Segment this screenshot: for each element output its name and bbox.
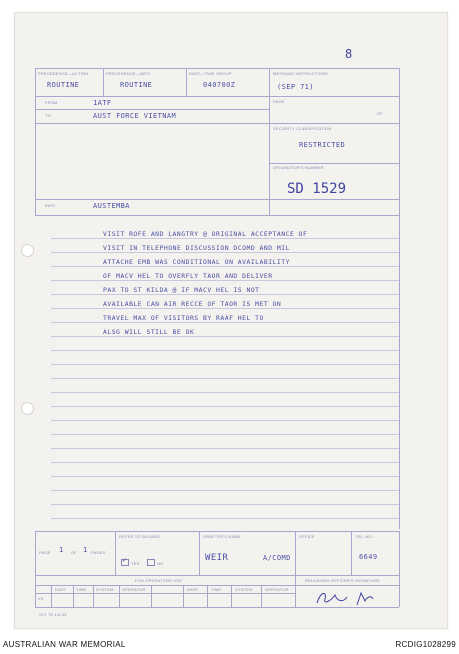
security-value: RESTRICTED — [299, 141, 346, 149]
precedence-action-value: ROUTINE — [47, 81, 80, 89]
bottom-page-of-label: OF — [71, 550, 77, 555]
drafter-name: WEIR — [205, 553, 229, 563]
message-line: PAX TO ST KILDA @ IF MACV HEL IS NOT — [103, 286, 260, 294]
ops-col-time-1: TIME — [76, 587, 87, 592]
message-line: ALSG WILL STILL BE OK — [103, 328, 195, 336]
page-label: PAGE — [273, 99, 285, 104]
refer-label: REFER TO REGARD — [119, 534, 161, 539]
from-value: 1ATF — [93, 99, 112, 107]
originator-number-label: ORIGINATOR'S NUMBER — [273, 165, 324, 170]
punch-hole-top — [21, 244, 34, 257]
message-line: VISIT IN TELEPHONE DISCUSSION DCOMD AND MIL — [103, 244, 290, 252]
bottom-page-value: 1 — [59, 546, 64, 554]
bottom-pages-label: PAGES — [91, 550, 106, 555]
ops-col-system-2: SYSTEM — [235, 587, 253, 592]
message-instructions-label: MESSAGE INSTRUCTIONS — [273, 71, 328, 76]
precedence-info-value: ROUTINE — [120, 81, 153, 89]
office-label: OFFICE — [299, 534, 315, 539]
originator-number-value: SD 1529 — [287, 181, 347, 197]
ops-col-system-1: SYSTEM — [96, 587, 114, 592]
for-ops-label: FOR OPERATORS USE — [135, 578, 183, 583]
ops-col-operator-1: OPERATOR — [122, 587, 146, 592]
releasing-label: RELEASING OFFICER'S SIGNATURE — [305, 578, 380, 583]
page-of-label: OF — [377, 111, 383, 116]
punch-hole-bottom — [21, 402, 34, 415]
footer-right: RCDIG1028299 — [395, 640, 456, 649]
precedence-info-label: PRECEDENCE—INFO — [106, 71, 151, 76]
tel-label: TEL. NO. — [355, 534, 374, 539]
drafter-label: DRAFTER'S NAME — [203, 534, 241, 539]
form-code: SLY 70 1/4 03 — [39, 612, 67, 617]
ops-col-operator-2: OPERATOR — [265, 587, 289, 592]
ops-col-date-2: DATE — [187, 587, 199, 592]
message-line: TRAVEL MAX OF VISITORS BY RAAF HEL TO — [103, 314, 264, 322]
bottom-page-total: 1 — [83, 546, 88, 554]
message-line: VISIT ROFE AND LANGTRY @ ORIGINAL ACCEPTANCE OF — [103, 230, 308, 238]
bottom-page-label: PAGE — [39, 550, 51, 555]
to-label: TO — [45, 113, 51, 118]
dtg-value: 040700Z — [203, 81, 236, 89]
dtg-label: DATE—TIME GROUP — [189, 71, 232, 76]
precedence-action-label: PRECEDENCE—ACTION — [38, 71, 89, 76]
message-form-sheet — [14, 12, 448, 629]
security-label: SECURITY CLASSIFICATION — [273, 126, 332, 131]
ops-col-date-1: DATE — [55, 587, 67, 592]
no-label: NO — [157, 561, 164, 566]
page-number: 8 — [345, 47, 353, 61]
yes-label: YES — [131, 561, 140, 566]
info-label: INFO — [45, 203, 56, 208]
message-instructions-value: (SEP 71) — [277, 83, 314, 91]
ops-row-label: I/S — [38, 596, 44, 601]
no-checkbox[interactable] — [147, 559, 155, 566]
footer-left: AUSTRALIAN WAR MEMORIAL — [3, 640, 126, 649]
tel-value: 6649 — [359, 553, 378, 561]
message-line: ATTACHE EMB WAS CONDITIONAL ON AVAILABILITY — [103, 258, 290, 266]
info-value: AUSTEMBA — [93, 202, 130, 210]
releasing-officer-signature — [313, 587, 383, 609]
from-label: FROM — [45, 100, 58, 105]
to-value: AUST FORCE VIETNAM — [93, 112, 177, 120]
office-value: A/COMD — [263, 554, 291, 562]
message-line: AVAILABLE CAN AIR RECCE OF TAOR IS MET ON — [103, 300, 282, 308]
yes-checkbox[interactable]: ✓ — [122, 558, 128, 564]
ops-col-time-2: TIME — [211, 587, 222, 592]
message-line: OF MACV HEL TO OVERFLY TAOR AND DELIVER — [103, 272, 273, 280]
